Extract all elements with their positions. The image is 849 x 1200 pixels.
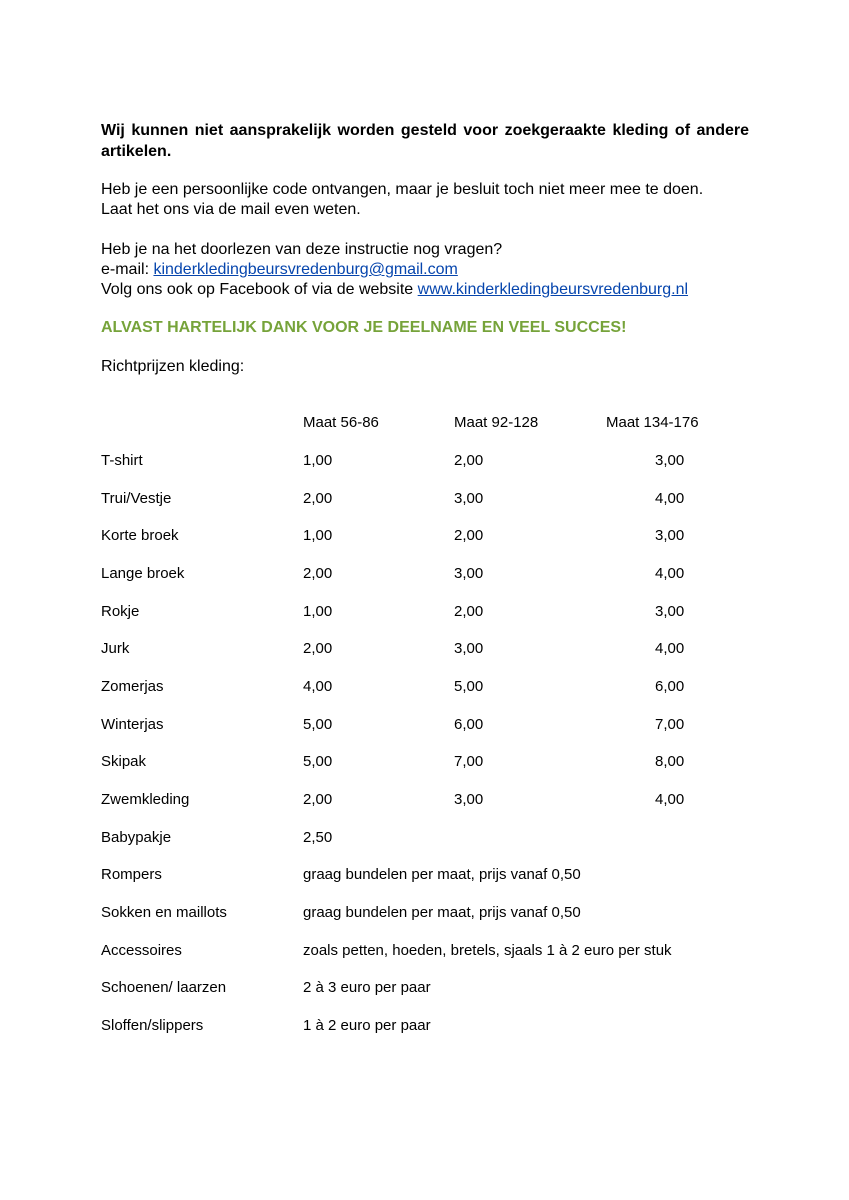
row-item-name: Zomerjas — [101, 678, 164, 695]
price-cell: 2,00 — [454, 452, 484, 469]
price-cell: 3,00 — [454, 565, 484, 582]
price-cell: 6,00 — [655, 678, 685, 695]
price-cell: 5,00 — [303, 753, 333, 770]
row-item-name: Sokken en maillots — [101, 904, 227, 921]
price-cell: 4,00 — [655, 640, 685, 657]
price-cell: 6,00 — [454, 716, 484, 733]
email-prefix: e-mail: — [101, 261, 154, 278]
price-cell: 7,00 — [454, 753, 484, 770]
price-cell: 1,00 — [303, 527, 333, 544]
row-item-name: Babypakje — [101, 829, 172, 846]
price-cell: 3,00 — [454, 490, 484, 507]
price-cell: 5,00 — [303, 716, 333, 733]
row-item-name: Sloffen/slippers — [101, 1017, 204, 1034]
price-cell: 2,00 — [303, 490, 333, 507]
row-item-name: Rokje — [101, 603, 140, 620]
price-note: 2,50 — [303, 829, 333, 846]
questions-paragraph — [101, 240, 761, 300]
email-line — [101, 260, 761, 280]
row-item-name: Accessoires — [101, 942, 182, 959]
row-item-name: Trui/Vestje — [101, 490, 172, 507]
price-note: graag bundelen per maat, prijs vanaf 0,50 — [303, 904, 581, 921]
price-cell: 2,00 — [303, 640, 333, 657]
price-list-heading: Richtprijzen kleding: — [101, 358, 245, 375]
price-cell: 3,00 — [655, 603, 685, 620]
price-cell: 7,00 — [655, 716, 685, 733]
price-cell: 8,00 — [655, 753, 685, 770]
thanks-heading: ALVAST HARTELIJK DANK VOOR JE DEELNAME EN VEEL SUCCES! — [101, 319, 627, 336]
email-link[interactable]: kinderkledingbeursvredenburg@gmail.com — [153, 261, 458, 278]
column-header-size-56-86: Maat 56-86 — [303, 414, 379, 431]
website-link[interactable]: www.kinderkledingbeursvredenburg.nl — [417, 281, 689, 298]
price-note: zoals petten, hoeden, bretels, sjaals 1 à 2 euro per stuk — [303, 942, 672, 959]
row-item-name: Zwemkleding — [101, 791, 190, 808]
liability-warning: Wij kunnen niet aansprakelijk worden gesteld voor zoekgeraakte kleding of andere artikelen. — [101, 122, 749, 160]
code-paragraph-line-2: Laat het ons via de mail even weten. — [101, 201, 361, 218]
price-cell: 1,00 — [303, 603, 333, 620]
row-item-name: Jurk — [101, 640, 130, 657]
price-cell: 4,00 — [655, 565, 685, 582]
price-cell: 3,00 — [454, 640, 484, 657]
price-cell: 2,00 — [454, 527, 484, 544]
price-cell: 3,00 — [454, 791, 484, 808]
website-line — [101, 280, 761, 300]
questions-line: Heb je na het doorlezen van deze instructie nog vragen? — [101, 241, 503, 258]
price-cell: 2,00 — [303, 565, 333, 582]
price-note: 2 à 3 euro per paar — [303, 979, 431, 996]
row-item-name: T-shirt — [101, 452, 143, 469]
price-cell: 2,00 — [303, 791, 333, 808]
price-note: 1 à 2 euro per paar — [303, 1017, 431, 1034]
website-prefix: Volg ons ook op Facebook of via de website — [101, 281, 418, 298]
price-cell: 3,00 — [655, 452, 685, 469]
price-note: graag bundelen per maat, prijs vanaf 0,50 — [303, 866, 581, 883]
price-cell: 4,00 — [655, 791, 685, 808]
row-item-name: Skipak — [101, 753, 147, 770]
row-item-name: Lange broek — [101, 565, 185, 582]
column-header-size-134-176: Maat 134-176 — [606, 414, 699, 431]
price-cell: 5,00 — [454, 678, 484, 695]
price-cell: 2,00 — [454, 603, 484, 620]
code-paragraph — [101, 180, 761, 220]
price-cell: 3,00 — [655, 527, 685, 544]
price-cell: 1,00 — [303, 452, 333, 469]
price-cell: 4,00 — [303, 678, 333, 695]
price-cell: 4,00 — [655, 490, 685, 507]
code-paragraph-line-1: Heb je een persoonlijke code ontvangen, maar je besluit toch niet meer mee te doen. — [101, 181, 704, 198]
column-header-size-92-128: Maat 92-128 — [454, 414, 539, 431]
row-item-name: Winterjas — [101, 716, 164, 733]
row-item-name: Korte broek — [101, 527, 179, 544]
row-item-name: Schoenen/ laarzen — [101, 979, 227, 996]
row-item-name: Rompers — [101, 866, 162, 883]
